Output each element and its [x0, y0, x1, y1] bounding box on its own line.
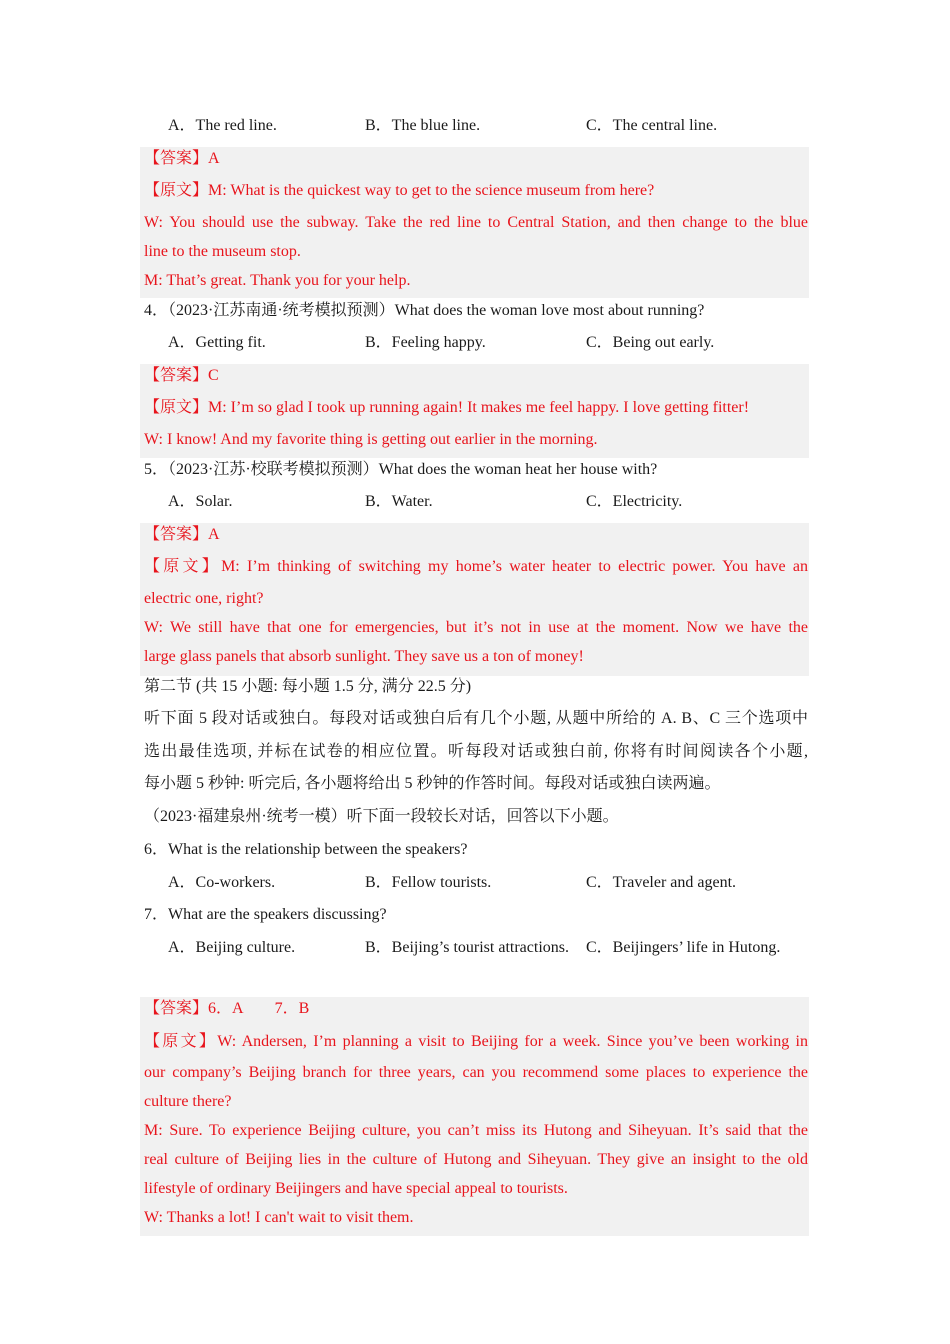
q67-script-line: lifestyle of ordinary Beijingers and have special appeal to tourists. — [144, 1180, 568, 1197]
section2-instruction: 听下面 5 段对话或独白。每段对话或独白后有几个小题, 从题中所给的 A. B、C 三个选项中 — [144, 710, 808, 727]
q67-script-line: culture there? — [144, 1093, 232, 1110]
q3-script-line: line to the museum stop. — [144, 243, 301, 260]
q6-option-b: B．Fellow tourists. — [365, 874, 492, 891]
q67-script-line: M: Sure. To experience Beijing culture, you can’t miss its Hutong and Siheyuan. It’s said that the — [144, 1122, 808, 1139]
section2-header: 第二节 (共 15 小题: 每小题 1.5 分, 满分 22.5 分) — [144, 678, 472, 695]
q3-option-c: C．The central line. — [586, 117, 718, 134]
q5-script-line: large glass panels that absorb sunlight. They save us a ton of money! — [144, 648, 584, 665]
q5-script-line: electric one, right? — [144, 590, 264, 607]
q5-option-b: B．Water. — [365, 493, 433, 510]
q4-option-b: B．Feeling happy. — [365, 334, 486, 351]
q6-option-a: A．Co-workers. — [168, 874, 276, 891]
q3-answer: 【答案】A — [144, 150, 220, 167]
q3-script-line: 【原文】M: What is the quickest way to get to the science museum from here? — [144, 182, 655, 199]
q7-question: 7．What are the speakers discussing? — [144, 906, 387, 923]
q67-script-line: 【原文】W: Andersen, I’m planning a visit to Beijing for a week. Since you’ve been working in — [144, 1033, 808, 1050]
q6-option-c: C．Traveler and agent. — [586, 874, 737, 891]
q5-option-c: C．Electricity. — [586, 493, 683, 510]
q5-script-line: 【原文】M: I’m thinking of switching my home’s water heater to electric power. You have an — [144, 558, 808, 575]
q4-answer: 【答案】C — [144, 367, 219, 384]
q3-option-a: A．The red line. — [168, 117, 277, 134]
section2-instruction: 选出最佳选项, 并标在试卷的相应位置。听每段对话或独白前, 你将有时间阅读各个小题, — [144, 743, 808, 760]
q4-script-line: 【原文】M: I’m so glad I took up running again! It makes me feel happy. I love getting fitter! — [144, 399, 750, 416]
q4-option-c: C．Being out early. — [586, 334, 715, 351]
q67-answer: 【答案】6．A 7．B — [144, 1000, 310, 1017]
q7-option-a: A．Beijing culture. — [168, 939, 296, 956]
q3-script-line: W: You should use the subway. Take the red line to Central Station, and then change to the blue — [144, 214, 808, 231]
q5-option-a: A．Solar. — [168, 493, 233, 510]
q4-script-line: W: I know! And my favorite thing is getting out earlier in the morning. — [144, 431, 598, 448]
q67-script-line: our company’s Beijing branch for three years, can you recommend some places to experience the — [144, 1064, 808, 1081]
q3-option-b: B．The blue line. — [365, 117, 481, 134]
q7-option-c: C．Beijingers’ life in Hutong. — [586, 939, 781, 956]
q5-script-line: W: We still have that one for emergencies, but it’s not in use at the moment. Now we have the — [144, 619, 808, 636]
q5-answer: 【答案】A — [144, 526, 220, 543]
q4-option-a: A．Getting fit. — [168, 334, 266, 351]
q7-option-b: B．Beijing’s tourist attractions. — [365, 939, 569, 956]
q3-script-line: M: That’s great. Thank you for your help. — [144, 272, 411, 289]
section2-instruction: 每小题 5 秒钟: 听完后, 各小题将给出 5 秒钟的作答时间。每段对话或独白读两遍。 — [144, 775, 721, 792]
section2-source: （2023·福建泉州·统考一模）听下面一段较长对话，回答以下小题。 — [144, 808, 619, 825]
q4-question: 4．（2023·江苏南通·统考模拟预测）What does the woman love most about running? — [144, 302, 705, 319]
q5-question: 5．（2023·江苏·校联考模拟预测）What does the woman heat her house with? — [144, 461, 658, 478]
q67-script-line: real culture of Beijing lies in the culture of Hutong and Siheyuan. They give an insight to the old — [144, 1151, 808, 1168]
q6-question: 6．What is the relationship between the speakers? — [144, 841, 468, 858]
q67-script-line: W: Thanks a lot! I can't wait to visit them. — [144, 1209, 414, 1226]
